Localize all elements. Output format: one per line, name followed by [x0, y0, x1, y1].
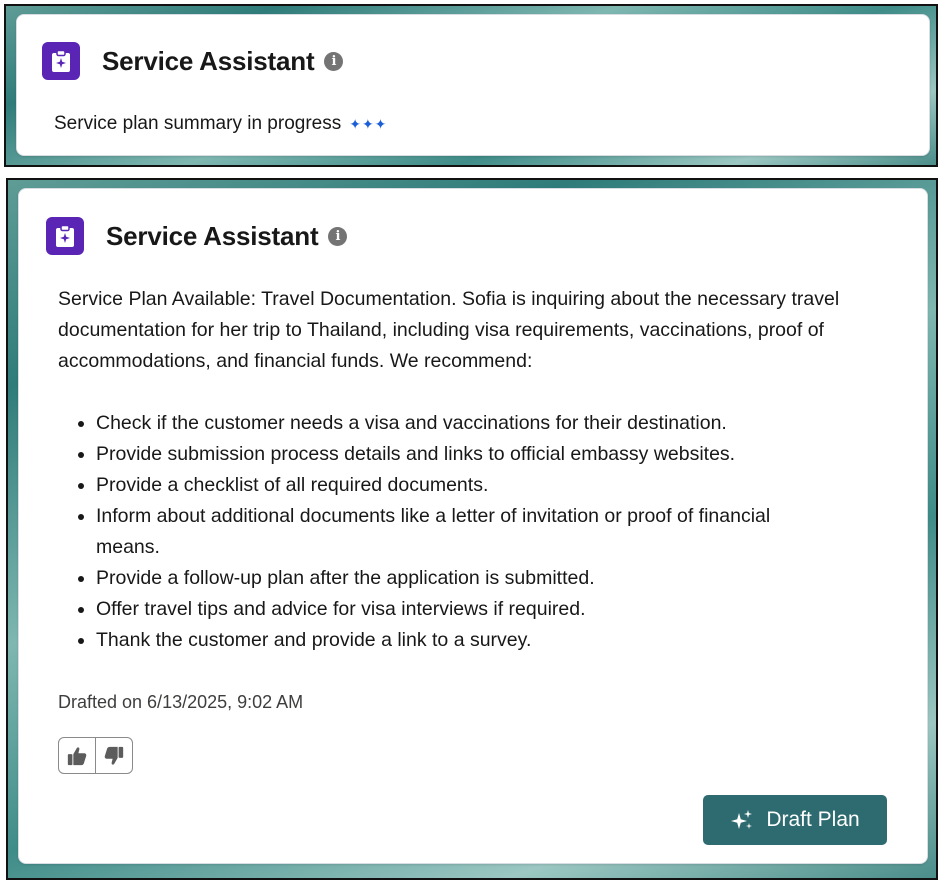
- clipboard-sparkle-icon: [46, 217, 84, 255]
- list-item: • Check if the customer needs a visa and vaccinations for their destination.: [96, 408, 858, 439]
- list-item: • Provide a checklist of all required documents.: [96, 470, 858, 501]
- recommendation-list: [78, 408, 858, 656]
- thumbs-down-icon: [103, 745, 125, 767]
- info-icon[interactable]: i: [328, 227, 347, 246]
- feedback-buttons: [58, 737, 133, 774]
- draft-plan-button[interactable]: [703, 795, 887, 845]
- thumbs-up-button[interactable]: [59, 738, 95, 773]
- clipboard-sparkle-icon: [42, 42, 80, 80]
- list-item: • Offer travel tips and advice for visa interviews if required.: [96, 594, 858, 625]
- thumbs-up-icon: [66, 745, 88, 767]
- draft-plan-label: Draft Plan: [766, 808, 860, 831]
- progress-status-text: Service plan summary in progress: [54, 113, 342, 134]
- list-item: • Thank the customer and provide a link to a survey.: [96, 625, 858, 656]
- list-item: • Provide a follow-up plan after the application is submitted.: [96, 563, 858, 594]
- progress-status: [54, 113, 387, 135]
- top-card-header: [42, 42, 343, 80]
- card-title: Service Assistant: [106, 220, 319, 251]
- card-title: Service Assistant: [102, 45, 315, 76]
- bottom-card-header: [46, 217, 347, 255]
- progress-sparkle-icon: ✦✦✦: [349, 115, 388, 132]
- thumbs-down-button[interactable]: [95, 738, 132, 773]
- bottom-panel-frame: [6, 178, 938, 880]
- list-item: • Provide submission process details and links to official embassy websites.: [96, 439, 858, 470]
- drafted-timestamp: Drafted on 6/13/2025, 9:02 AM: [58, 692, 304, 712]
- top-panel-frame: [4, 4, 938, 167]
- list-item: • Inform about additional documents like a letter of invitation or proof of financial means.: [96, 501, 786, 563]
- sparkle-icon: [730, 808, 754, 832]
- plan-summary: Service Plan Available: Travel Documentation. Sofia is inquiring about the necessary travel documentation for her trip to Thailand, including visa requirements, vaccinations, proof of accommodations, and financial funds. We recommend:: [58, 288, 840, 372]
- info-icon[interactable]: i: [324, 52, 343, 71]
